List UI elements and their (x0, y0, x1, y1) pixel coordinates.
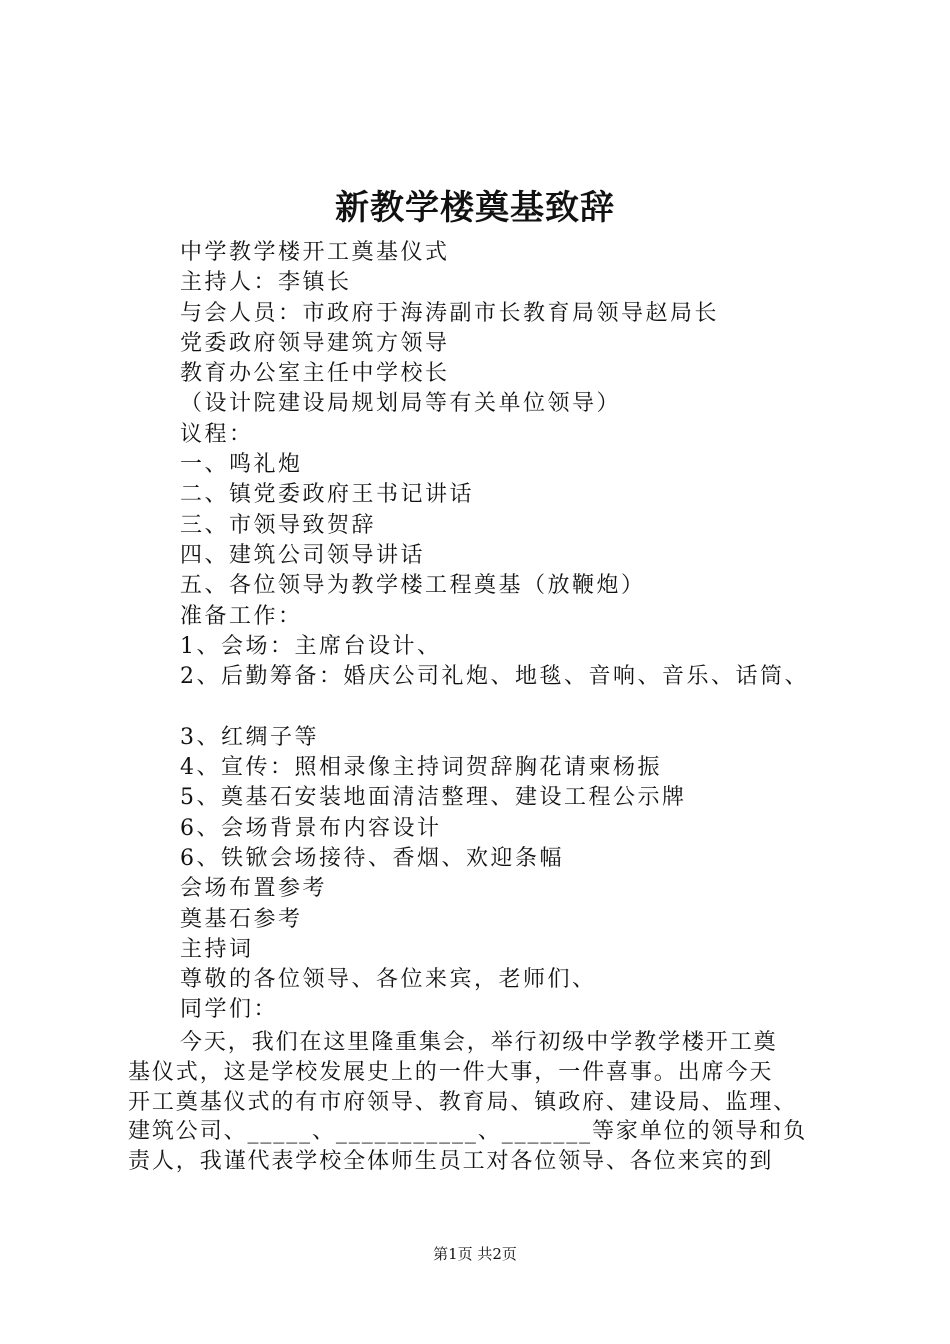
text-line: 会场布置参考 (180, 876, 328, 902)
text-line: 与会人员：市政府于海涛副市长教育局领导赵局长 (180, 300, 720, 326)
text-line: 一、鸣礼炮 (180, 452, 303, 478)
text-line: 五、各位领导为教学楼工程奠基（放鞭炮） (180, 573, 646, 599)
text-line: 四、建筑公司领导讲话 (180, 542, 426, 568)
document-title: 新教学楼奠基致辞 (335, 188, 615, 228)
document-body (180, 238, 860, 1026)
text-line: 三、市领导致贺辞 (180, 512, 377, 538)
text-line: （设计院建设局规划局等有关单位领导） (180, 391, 622, 417)
speech-paragraph (128, 1028, 838, 1177)
paragraph-line: 开工奠基仪式的有市府领导、教育局、镇政府、建设局、监理、 (128, 1089, 798, 1115)
text-line: 教育办公室主任中学校长 (180, 361, 450, 387)
text-line: 6、铁锨会场接待、香烟、欢迎条幅 (180, 845, 564, 871)
paragraph-line: 基仪式，这是学校发展史上的一件大事，一件喜事。出席今天 (128, 1059, 774, 1085)
text-line: 5、奠基石安装地面清洁整理、建设工程公示牌 (180, 785, 687, 811)
text-line: 4、宣传：照相录像主持词贺辞胸花请柬杨振 (180, 755, 662, 781)
text-line: 尊敬的各位领导、各位来宾，老师们、 (180, 967, 597, 993)
text-line: 同学们： (180, 997, 279, 1023)
text-line: 奠基石参考 (180, 906, 303, 932)
page-footer: 第1页 共2页 (433, 1245, 517, 1263)
text-line: 议程： (180, 421, 254, 447)
paragraph-line: 责人，我谨代表学校全体师生员工对各位领导、各位来宾的到 (128, 1149, 774, 1175)
text-line: 二、镇党委政府王书记讲话 (180, 482, 475, 508)
text-line: 主持词 (180, 936, 254, 962)
text-line: 党委政府领导建筑方领导 (180, 330, 450, 356)
text-line: 2、后勤筹备：婚庆公司礼炮、地毯、音响、音乐、话筒、 (180, 664, 809, 690)
text-line: 中学教学楼开工奠基仪式 (180, 240, 450, 265)
paragraph-line: 建筑公司、_____、___________、_______等家单位的领导和负 (128, 1119, 808, 1145)
text-line: 主持人：李镇长 (180, 270, 352, 296)
text-line: 准备工作： (180, 603, 303, 629)
text-line: 1、会场：主席台设计、 (180, 633, 442, 659)
text-line: 6、会场背景布内容设计 (180, 815, 442, 841)
blank-line (180, 692, 860, 722)
paragraph-line: 今天，我们在这里隆重集会，举行初级中学教学楼开工奠 (180, 1030, 778, 1055)
text-line: 3、红绸子等 (180, 724, 319, 750)
